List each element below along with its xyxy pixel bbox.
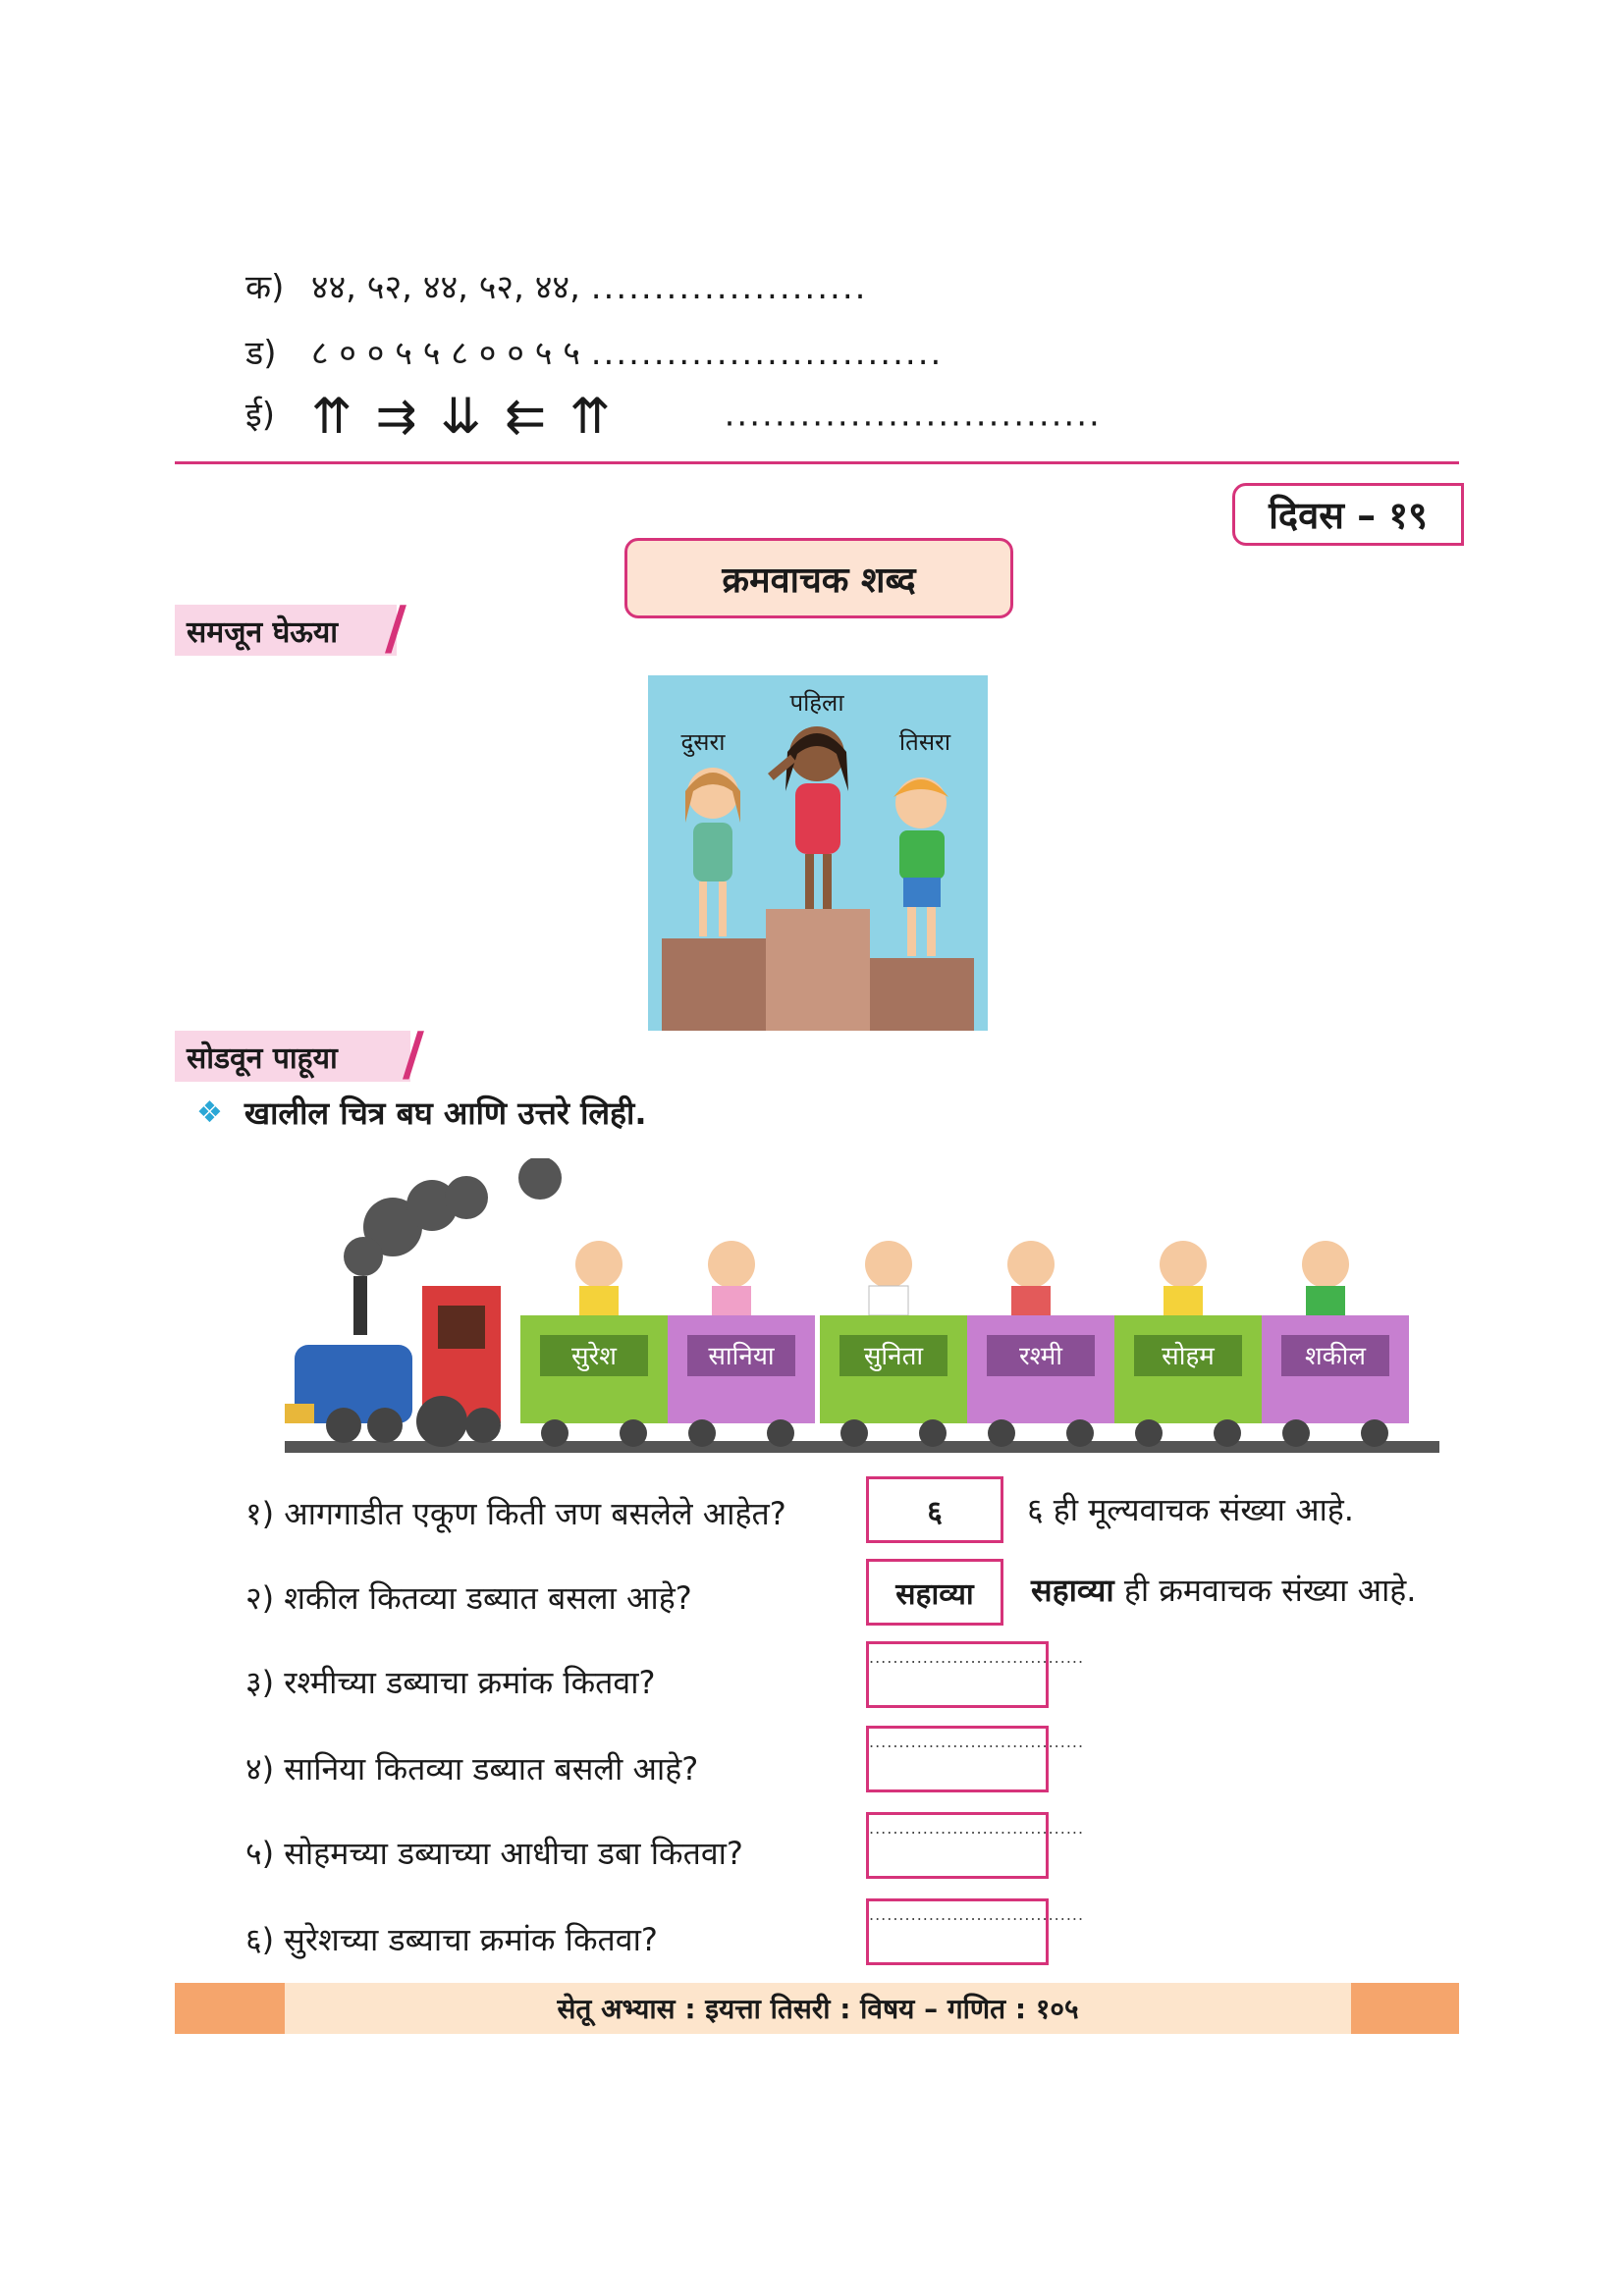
answer-box-2[interactable]: सहाव्या [866,1559,1003,1626]
coach-name: सानिया [708,1342,775,1371]
answer-box-6[interactable]: .................................... [866,1898,1049,1965]
coach-1 [520,1241,668,1447]
page-title: क्रमवाचक शब्द [624,538,1013,618]
note-2 [1031,1569,1416,1611]
seq-label: ड) [245,334,277,373]
footer-band-right [1351,1983,1459,2034]
coach-5 [1114,1241,1262,1447]
coach-4 [967,1241,1114,1447]
instruction [196,1092,647,1134]
footer: सेतू अभ्यास : इयत्ता तिसरी : विषय – गणित : १०५ [285,1983,1351,2034]
seq-label: क) [245,268,285,307]
coach-6 [1262,1241,1409,1447]
coach-name: सुनिता [863,1342,924,1371]
smoke-icon [344,1158,562,1276]
answer-box-5[interactable]: .................................... [866,1812,1049,1879]
diamond-bullet-icon: ❖ [196,1095,223,1130]
podium-second [662,938,766,1031]
seq-label: ई) [245,395,275,435]
arrow-pattern: ⇈ ⇉ ⇊ ⇇ ⇈ [310,388,615,445]
question-1: १) आगगाडीत एकूण किती जण बसलेले आहेत? [245,1495,786,1532]
note-bold: सहाव्या [1031,1572,1114,1609]
note-text: ही क्रमवाचक संख्या आहे. [1113,1572,1417,1609]
sequence-da [245,329,943,374]
coach-2 [668,1241,815,1447]
section-understand [175,605,397,656]
note-1: ६ ही मूल्यवाचक संख्या आहे. [1027,1491,1354,1528]
coach-name: सोहम [1162,1342,1215,1371]
answer-box-3[interactable]: .................................... [866,1641,1049,1708]
coach-name: रश्मी [1019,1342,1062,1371]
answer-dots[interactable]: ...................... [590,268,868,307]
label-second: दुसरा [680,728,726,756]
footer-band-left [175,1983,285,2034]
podium-illustration [648,675,988,1031]
seq-content: ४४, ५२, ४४, ५२, ४४, [310,268,580,307]
slash-icon: / [385,594,406,663]
question-3: ३) रश्मीच्या डब्याचा क्रमांक कितवा? [245,1664,656,1701]
seq-content: ८ ० ० ५ ५ ८ ० ० ५ ५ [310,334,580,373]
section-label: सोडवून पाहूया [187,1041,338,1076]
day-badge: दिवस – १९ [1232,483,1464,546]
section-label: समजून घेऊया [187,614,339,650]
question-2: २) शकील कितव्या डब्यात बसला आहे? [245,1579,692,1617]
instruction-text: खालील चित्र बघ आणि उत्तरे लिही. [244,1095,647,1132]
question-5: ५) सोहमच्या डब्याच्या आधीचा डबा कितवा? [245,1835,743,1872]
coach-name: सुरेश [571,1342,617,1371]
coach-3 [820,1241,967,1447]
question-6: ६) सुरेशच्या डब्याचा क्रमांक कितवा? [245,1921,658,1958]
sequence-ka [245,263,867,308]
podium-first [766,909,870,1031]
podium-third [870,958,974,1031]
train-illustration [275,1158,1439,1472]
engine-icon [285,1276,501,1447]
answer-dots[interactable]: ............................ [590,334,944,373]
label-first: पहिला [789,689,844,717]
sequence-ee [245,388,1102,445]
question-4: ४) सानिया कितव्या डब्यात बसली आहे? [245,1750,699,1788]
answer-box-4[interactable]: .................................... [866,1726,1049,1792]
divider [175,461,1459,464]
answer-dots[interactable]: .............................. [724,395,1102,435]
label-third: तिसरा [898,728,951,756]
section-solve [175,1031,410,1082]
slash-icon: / [403,1020,424,1089]
coach-name: शकील [1304,1342,1367,1371]
answer-box-1[interactable]: ६ [866,1476,1003,1543]
